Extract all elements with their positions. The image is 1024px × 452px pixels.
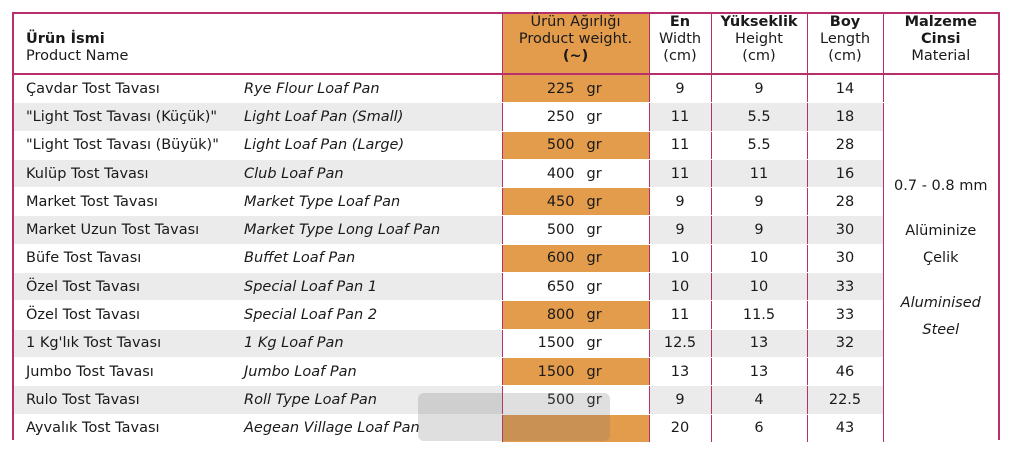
product-name-tr: "Light Tost Tavası (Büyük)" (14, 131, 242, 159)
length-value: 28 (807, 188, 883, 216)
weight-unit: gr (586, 391, 602, 408)
weight-cell (502, 273, 649, 301)
table-body (14, 74, 998, 442)
width-value: 13 (649, 357, 711, 385)
weight-value: 650 (546, 278, 575, 295)
weight-unit: gr (586, 193, 602, 210)
header-length-tr: Boy (829, 14, 861, 30)
length-value: 28 (807, 131, 883, 159)
weight-value: 450 (546, 193, 575, 210)
table-row (14, 301, 998, 329)
height-value: 13 (711, 329, 807, 357)
length-value: 30 (807, 244, 883, 272)
height-value: 5.5 (711, 103, 807, 131)
table-row (14, 244, 998, 272)
product-name-en: Rye Flour Loaf Pan (242, 74, 502, 103)
height-value: 6 (711, 414, 807, 442)
header-weight-en: Product weight. (518, 31, 633, 47)
product-name-en: Light Loaf Pan (Large) (242, 131, 502, 159)
width-value: 10 (649, 244, 711, 272)
weight-unit: gr (586, 108, 602, 125)
width-value: 11 (649, 131, 711, 159)
product-name-tr: Özel Tost Tavası (14, 301, 242, 329)
weight-value: 250 (546, 108, 575, 125)
weight-cell (502, 329, 649, 357)
header-product-name (14, 14, 502, 74)
table-row (14, 159, 998, 187)
weight-unit: gr (586, 137, 602, 154)
height-value: 9 (711, 216, 807, 244)
product-name-en: Roll Type Loaf Pan (242, 386, 502, 414)
height-value: 4 (711, 386, 807, 414)
height-value: 10 (711, 244, 807, 272)
product-name-en: Jumbo Loaf Pan (242, 357, 502, 385)
weight-value: 1500 (537, 335, 575, 352)
table-row (14, 273, 998, 301)
length-value: 33 (807, 273, 883, 301)
product-name-tr: Kulüp Tost Tavası (14, 159, 242, 187)
header-length-unit: (cm) (828, 48, 862, 64)
height-value: 5.5 (711, 131, 807, 159)
material-en-2: Steel (922, 321, 960, 338)
height-value: 13 (711, 357, 807, 385)
product-name-tr: Ayvalık Tost Tavası (14, 414, 242, 442)
product-name-en: Market Type Long Loaf Pan (242, 216, 502, 244)
weight-cell (502, 131, 649, 159)
weight-unit: gr (586, 363, 602, 380)
header-material-tr-1: Malzeme (904, 14, 977, 30)
header-name-en: Product Name (26, 48, 129, 64)
product-name-en: Club Loaf Pan (242, 159, 502, 187)
weight-value: 500 (546, 222, 575, 239)
weight-cell (502, 357, 649, 385)
table-row (14, 74, 998, 103)
weight-unit: gr (586, 80, 602, 97)
width-value: 9 (649, 74, 711, 103)
header-width-unit: (cm) (663, 48, 697, 64)
header-height-unit: (cm) (742, 48, 776, 64)
table-row (14, 188, 998, 216)
table-row (14, 131, 998, 159)
product-name-tr: 1 Kg'lık Tost Tavası (14, 329, 242, 357)
height-value: 11.5 (711, 301, 807, 329)
weight-value: 225 (546, 80, 575, 97)
material-en-1: Aluminised (900, 294, 981, 311)
weight-unit: gr (586, 165, 602, 182)
product-name-tr: Çavdar Tost Tavası (14, 74, 242, 103)
weight-value: 500 (546, 137, 575, 154)
table-row (14, 329, 998, 357)
width-value: 20 (649, 414, 711, 442)
header-height-tr: Yükseklik (720, 14, 798, 30)
weight-unit: gr (586, 250, 602, 267)
weight-cell (502, 188, 649, 216)
weight-cell (502, 159, 649, 187)
length-value: 43 (807, 414, 883, 442)
table-row (14, 357, 998, 385)
weight-cell (502, 244, 649, 272)
height-value: 9 (711, 188, 807, 216)
weight-unit: gr (586, 278, 602, 295)
product-name-tr: Jumbo Tost Tavası (14, 357, 242, 385)
header-material-en: Material (911, 48, 971, 64)
length-value: 32 (807, 329, 883, 357)
product-name-tr: Rulo Tost Tavası (14, 386, 242, 414)
weight-value: 400 (546, 165, 575, 182)
product-table (14, 14, 998, 443)
height-value: 10 (711, 273, 807, 301)
header-height-en: Height (735, 31, 783, 47)
product-name-tr: Market Uzun Tost Tavası (14, 216, 242, 244)
material-thickness: 0.7 - 0.8 mm (894, 177, 988, 194)
material-tr-2: Çelik (923, 249, 959, 266)
header-name-tr: Ürün İsmi (26, 31, 105, 47)
product-name-tr: "Light Tost Tavası (Küçük)" (14, 103, 242, 131)
product-name-tr: Özel Tost Tavası (14, 273, 242, 301)
material-cell (883, 74, 998, 442)
length-value: 16 (807, 159, 883, 187)
table-row (14, 216, 998, 244)
weight-cell (502, 216, 649, 244)
width-value: 9 (649, 188, 711, 216)
weight-value: 1500 (537, 363, 575, 380)
product-name-tr: Market Tost Tavası (14, 188, 242, 216)
weight-unit: gr (586, 335, 602, 352)
weight-cell (502, 74, 649, 103)
material-tr-1: Alüminize (905, 222, 977, 239)
header-weight (502, 14, 649, 74)
product-name-en: Buffet Loaf Pan (242, 244, 502, 272)
weight-unit: gr (586, 222, 602, 239)
overlay-tooltip (418, 393, 610, 441)
product-name-en: Special Loaf Pan 2 (242, 301, 502, 329)
header-height (711, 14, 807, 74)
header-width (649, 14, 711, 74)
weight-value: 800 (546, 307, 575, 324)
length-value: 30 (807, 216, 883, 244)
weight-value: 600 (546, 250, 575, 267)
width-value: 11 (649, 103, 711, 131)
width-value: 11 (649, 301, 711, 329)
width-value: 11 (649, 159, 711, 187)
header-length (807, 14, 883, 74)
product-name-en: Light Loaf Pan (Small) (242, 103, 502, 131)
header-width-tr: En (669, 14, 691, 30)
product-name-en: 1 Kg Loaf Pan (242, 329, 502, 357)
header-weight-tr: Ürün Ağırlığı (530, 14, 621, 30)
length-value: 14 (807, 74, 883, 103)
header-material (883, 14, 998, 74)
weight-value: 500 (546, 391, 575, 408)
weight-cell (502, 301, 649, 329)
header-weight-note: (~) (562, 48, 589, 64)
length-value: 46 (807, 357, 883, 385)
product-name-en: Aegean Village Loaf Pan (242, 414, 502, 442)
header-width-en: Width (658, 31, 702, 47)
height-value: 9 (711, 74, 807, 103)
product-name-en: Special Loaf Pan 1 (242, 273, 502, 301)
length-value: 33 (807, 301, 883, 329)
width-value: 9 (649, 216, 711, 244)
table-row (14, 103, 998, 131)
product-name-en: Market Type Loaf Pan (242, 188, 502, 216)
header-length-en: Length (820, 31, 871, 47)
weight-cell (502, 103, 649, 131)
length-value: 22.5 (807, 386, 883, 414)
height-value: 11 (711, 159, 807, 187)
length-value: 18 (807, 103, 883, 131)
width-value: 10 (649, 273, 711, 301)
header-material-tr-2: Cinsi (920, 31, 961, 47)
width-value: 9 (649, 386, 711, 414)
width-value: 12.5 (649, 329, 711, 357)
weight-unit: gr (586, 307, 602, 324)
header-row (14, 14, 998, 74)
product-name-tr: Büfe Tost Tavası (14, 244, 242, 272)
